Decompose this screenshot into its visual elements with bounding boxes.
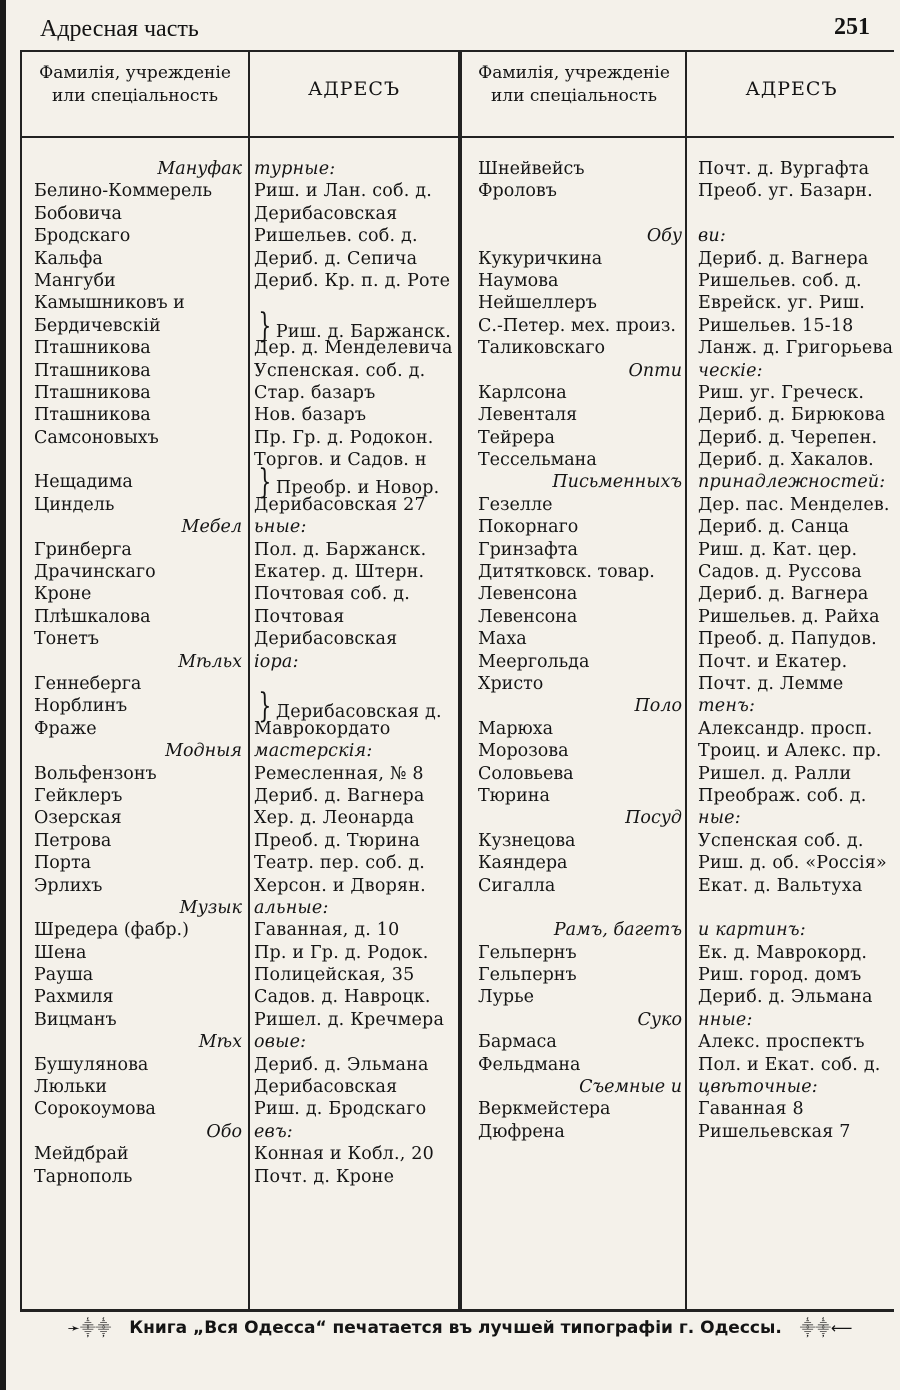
entry-name: Таликовскаго [478,338,606,359]
entry-address-text: Дерибасовская д. [275,702,442,723]
category-label-continued: принадлежностей: [698,472,886,493]
category-label-continued: ные: [698,808,741,829]
column-header-name-left: Фамилія, учрежденіе или спеціальность [39,63,231,106]
entry-address: Почт. д. Вургафта [698,159,870,179]
entry-name: Бушулянова [34,1054,149,1075]
entry-address: Дериб. д. Вагнера [698,248,869,269]
entry-name: Сигалла [478,875,556,896]
entry-name: Озерская [34,808,122,829]
entry-address: Дериб. д. Санца [698,517,850,538]
entry-address: Хер. д. Леонарда [254,808,415,829]
entry-name: Левенсона [478,584,578,605]
entry-address: Екатер. д. Штерн. [254,562,425,583]
entry-address: Маврокордато [254,718,391,739]
category-label: Съемные и [579,1077,682,1098]
entry-name: Фельдмана [478,1054,581,1075]
entry-address: Полицейская, 35 [254,965,415,986]
entry-address: Дериб. д. Эльмана [254,1054,429,1075]
entry-address: Почтовая соб. д. [254,584,411,605]
entry-address: Ришел. д. Кречмера [254,1009,445,1030]
entry-address: Ришельев. соб. д. [698,270,862,291]
entry-address: Почт. д. Лемме [698,673,844,694]
category-label-continued: цвѣточные: [698,1077,818,1098]
entry-address [254,305,460,346]
entry-address: Преоб. д. Тюрина [254,830,420,851]
entry-name: Тюрина [478,785,550,806]
footer-ornament-right: ⸎⸎⟵ [799,1319,853,1337]
entry-address: Дериб. д. Бирюкова [698,405,886,426]
entry-name: Бродскаго [34,226,131,247]
footer-ornament-left: ➛⸎⸎ [67,1319,112,1337]
entry-name: Тессельмана [478,450,597,471]
footer-text: Книга „Вся Одесса“ печатается въ лучшей типографіи г. Одессы. [129,1318,782,1338]
entry-name: Тонетъ [34,629,100,650]
entry-name [34,449,246,471]
entry-address: Преоб. д. Папудов. [698,629,877,650]
entry-name: Морозова [478,741,569,762]
entry-address: Конная и Кобл., 20 [254,1144,434,1165]
entry-name: Норблинъ [34,696,128,717]
column-header-name-right: Фамилія, учрежденіе или спеціальность [478,63,670,106]
entry-address: Ришельев. соб. д. [254,226,418,247]
entry-name: Порта [34,853,92,874]
category-label: Посуд [625,808,682,829]
entry-address: Пр. и Гр. д. Родок. [254,942,429,963]
entry-address: Дериб. Кр. п. д. Роте [254,270,451,291]
entry-address: Риш. город. домъ [698,965,862,986]
entry-address [254,292,460,314]
entry-name: Веркмейстера [478,1099,611,1120]
entry-address-text: Риш. д. Баржанск. [275,321,451,342]
entry-address-text: Преобр. и Новор. [275,478,440,499]
entry-name: Пташникова [34,338,151,359]
entry-name: Шредера (фабр.) [34,920,189,941]
entry-address: Пол. и Екат. соб. д. [698,1054,881,1075]
entry-name [478,203,686,225]
entry-address: Дериб. д. Хакалов. [698,450,874,471]
section-title: Адресная часть [40,16,199,42]
entry-address [698,203,898,225]
entry-name: Гезелле [478,494,553,515]
entry-name: Бармаса [478,1032,557,1053]
entry-address: Ришельев. д. Райха [698,606,880,627]
entry-name: Пташникова [34,360,151,381]
entry-name: Рахмиля [34,987,114,1008]
category-label: Мѣх [198,1032,242,1053]
entry-name: Пташникова [34,382,151,403]
category-label-continued: овые: [254,1032,307,1053]
entry-address: Дериб. д. Вагнера [254,785,425,806]
page-header [40,14,870,44]
entry-address: Дериб. д. Эльмана [698,987,873,1008]
page-number: 251 [834,14,870,40]
category-label: Обу [646,226,682,247]
entry-name: Сорокоумова [34,1099,156,1120]
entry-address: Троиц. и Алекс. пр. [698,741,882,762]
entry-name: Тарнополь [34,1166,133,1187]
entry-name: Петрова [34,830,112,851]
entry-address: Дерибасовская [254,203,398,224]
entry-name: С.-Петер. мех. произ. [478,315,676,336]
entry-address: Екат. д. Вальтуха [698,875,863,896]
brace-mark: } [258,462,272,503]
entry-address: Ек. д. Маврокорд. [698,942,868,963]
entry-address: Преображ. соб. д. [698,785,867,806]
category-label-continued: нные: [698,1009,753,1030]
rule-left-mid [248,52,250,1309]
entry-address: Ришельевская 7 [698,1121,851,1142]
left-address-column [254,158,460,1188]
entry-name: Геннеберга [34,673,142,694]
footer-note [50,1318,870,1338]
entry-name: Плѣшкалова [34,606,151,627]
entry-name: Пташникова [34,405,151,426]
entry-address: Ланж. д. Григорьева [698,338,894,359]
entry-address: Успенская. соб. д. [254,360,426,381]
entry-address: Херсон. и Дворян. [254,875,426,896]
entry-address: Александр. просп. [698,718,873,739]
category-label-continued: ьные: [254,517,307,538]
entry-address: Алекс. проспектъ [698,1032,865,1053]
entry-address: Риш. д. об. «Россія» [698,853,887,874]
entry-name: Шнейвейсъ [478,159,585,179]
category-label: Мѣльх [178,651,242,672]
entry-address: Ришельев. 15-18 [698,315,854,336]
entry-address [698,897,898,919]
entry-address: Риш. и Лан. соб. д. [254,181,433,202]
entry-name: Христо [478,673,544,694]
category-label-continued: альные: [254,897,329,918]
left-name-column [34,158,246,1188]
entry-address: Ремесленная, № 8 [254,763,424,784]
entry-address: Почтовая [254,606,345,627]
rule-left [20,52,22,1309]
category-label-continued: ческіе: [698,360,763,381]
entry-name: Соловьева [478,763,574,784]
entry-address: Гаванная 8 [698,1099,804,1120]
entry-address: Стар. базаръ [254,382,376,403]
category-label-continued: мастерскія: [254,741,373,762]
brace-mark: } [258,305,272,346]
entry-name: Кукуричкина [478,248,603,269]
entry-address: Дерибасовская 27 [254,494,426,515]
category-label: Музык [179,897,242,918]
category-label-continued: и картинъ: [698,920,806,941]
entry-address: Преоб. уг. Базарн. [698,181,873,202]
entry-name: Самсоновыхъ [34,427,159,448]
entry-address: Дер. д. Менделевича [254,338,453,359]
entry-name: Бердичевскій [34,315,161,336]
entry-address: Почт. д. Кроне [254,1166,395,1187]
entry-name: Мангуби [34,270,116,291]
entry-name: Лурье [478,987,534,1008]
entry-address: Ришел. д. Ралли [698,763,852,784]
category-label: Обо [206,1121,242,1142]
entry-name: Шена [34,942,87,963]
right-address-column [698,158,898,1143]
entry-name: Нещадима [34,472,133,493]
right-name-column [478,158,686,1143]
category-label: Мебел [181,517,242,538]
entry-name: Дитятковск. товар. [478,562,655,583]
entry-name: Левенталя [478,405,578,426]
entry-name: Кальфа [34,248,103,269]
entry-name: Гейклеръ [34,785,123,806]
entry-address: Пр. Гр. д. Родокон. [254,427,434,448]
entry-name: Левенсона [478,606,578,627]
entry-address: Почт. и Екатер. [698,651,848,672]
category-label-continued: турные: [254,159,336,179]
entry-address: Садов. д. Навроцк. [254,987,431,1008]
entry-name: Карлсона [478,382,567,403]
entry-name: Марюха [478,718,554,739]
entry-address: Торгов. и Садов. н [254,450,427,471]
entry-name: Меергольда [478,651,590,672]
category-label: Поло [634,696,682,717]
column-header-address-right: АДРЕСЪ [745,78,838,100]
entry-address: Театр. пер. соб. д. [254,853,425,874]
entry-name: Маха [478,629,527,650]
entry-name: Драчинскаго [34,562,156,583]
entry-address: Пол. д. Баржанск. [254,539,427,560]
entry-name: Рауша [34,965,94,986]
category-label-continued: евъ: [254,1121,293,1142]
entry-name: Мейдбрай [34,1144,129,1165]
entry-name: Гельпернъ [478,965,577,986]
category-label-continued: тенъ: [698,696,756,717]
category-label: Рамъ, багетъ [553,920,682,941]
entry-address: Нов. базаръ [254,405,367,426]
category-label-continued: ви: [698,226,726,247]
entry-name: Кузнецова [478,830,576,851]
entry-name: Тейрера [478,427,555,448]
entry-address [254,686,460,727]
entry-address: Садов. д. Руссова [698,562,862,583]
entry-name: Вольфензонъ [34,763,157,784]
entry-address: Дер. пас. Менделев. [698,494,890,515]
entry-name [478,897,686,919]
entry-name: Циндель [34,494,115,515]
entry-address: Дериб. д. Сепича [254,248,418,269]
entry-address: Дериб. д. Вагнера [698,584,869,605]
entry-name: Люльки [34,1077,108,1098]
entry-name: Эрлихъ [34,875,103,896]
header-rule [20,136,894,138]
entry-address: Риш. уг. Греческ. [698,382,865,403]
column-header-address-left: АДРЕСЪ [307,78,401,100]
brace-mark: } [258,686,272,727]
entry-address [254,673,460,695]
entry-address [254,462,460,503]
entry-name: Наумова [478,270,559,291]
entry-name: Фроловъ [478,181,557,202]
category-label-continued: іора: [254,651,299,672]
category-label: Письменныхъ [552,472,682,493]
entry-name: Нейшеллеръ [478,293,597,314]
category-label: Мануфак [157,159,242,179]
entry-address: Гаванная, д. 10 [254,920,400,941]
entry-name: Белино-Коммерель [34,181,212,202]
entry-address: Дерибасовская [254,1077,398,1098]
entry-address: Риш. д. Бродскаго [254,1099,427,1120]
category-label: Опти [628,360,682,381]
entry-name: Кроне [34,584,92,605]
entry-name: Дюфрена [478,1121,565,1142]
entry-name: Бобовича [34,203,122,224]
entry-address: Дериб. д. Черепен. [698,427,878,448]
category-label: Суко [637,1009,682,1030]
entry-name: Камышниковъ и [34,293,185,314]
entry-name: Каяндера [478,853,568,874]
category-label: Модныя [165,741,242,762]
page-edge [0,0,6,1390]
entry-name: Покорнаго [478,517,579,538]
entry-address: Дерибасовская [254,629,398,650]
entry-name: Гринберга [34,539,132,560]
entry-name: Вицманъ [34,1009,117,1030]
entry-address: Успенская соб. д. [698,830,864,851]
entry-name: Фраже [34,718,97,739]
entry-address: Еврейск. уг. Риш. [698,293,865,314]
entry-name: Гельпернъ [478,942,577,963]
entry-name: Гринзафта [478,539,578,560]
entry-address: Риш. д. Кат. цер. [698,539,858,560]
